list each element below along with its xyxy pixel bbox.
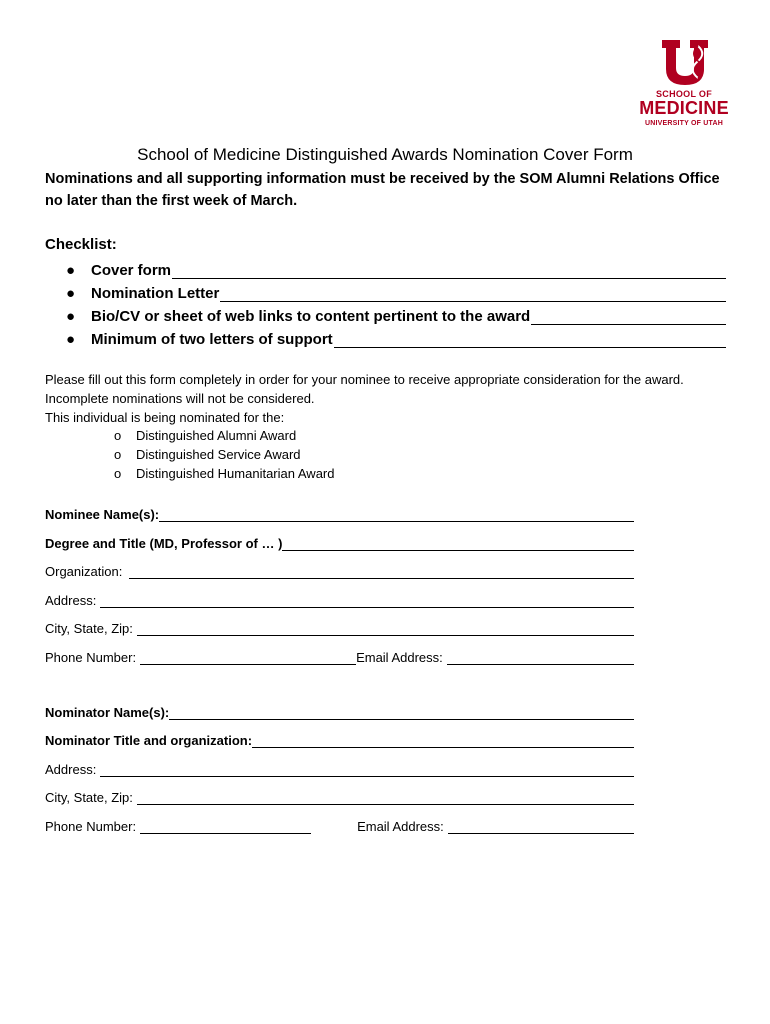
- nominee-organization-field[interactable]: [129, 562, 634, 579]
- page-title: School of Medicine Distinguished Awards Nomination Cover Form: [137, 145, 633, 164]
- nominator-address-field[interactable]: [100, 760, 634, 777]
- nominator-email-label: Email Address:: [357, 819, 444, 834]
- award-option-label: Distinguished Service Award: [136, 447, 301, 462]
- nominee-degree-row: [45, 531, 634, 551]
- nominee-name-row: [45, 502, 634, 522]
- nominee-address-label: Address:: [45, 593, 97, 608]
- circle-bullet-icon: o: [114, 447, 122, 462]
- nominator-name-label: Nominator Name(s):: [45, 705, 170, 720]
- nominator-title-row: [45, 728, 634, 748]
- nominator-city-row: [45, 785, 634, 805]
- university-u-logo-icon: [660, 40, 710, 86]
- nominator-title-label: Nominator Title and organization:: [45, 733, 253, 748]
- checklist-blank-line[interactable]: [531, 308, 726, 325]
- nominee-city-label: City, State, Zip:: [45, 621, 133, 636]
- nominee-address-field[interactable]: [100, 591, 634, 608]
- nominee-phone-label: Phone Number:: [45, 650, 137, 665]
- nominator-email-field[interactable]: [448, 817, 634, 834]
- logo-university: UNIVERSITY OF UTAH: [644, 120, 723, 127]
- nominee-name-field[interactable]: [159, 505, 634, 522]
- checklist-item-label: Bio/CV or sheet of web links to content pertinent to the award: [91, 308, 531, 325]
- nominator-title-field[interactable]: [252, 731, 634, 748]
- nominator-city-label: City, State, Zip:: [45, 790, 133, 805]
- nominee-email-label: Email Address:: [356, 650, 443, 665]
- award-option-humanitarian[interactable]: [114, 466, 334, 481]
- checklist-item-label: Minimum of two letters of support: [91, 331, 333, 348]
- checklist-item-letters-of-support: [66, 326, 726, 348]
- checklist-item-label: Nomination Letter: [91, 285, 220, 302]
- award-option-label: Distinguished Alumni Award: [136, 428, 297, 443]
- checklist-item-bio-cv: [66, 303, 726, 325]
- checklist-blank-line[interactable]: [220, 285, 726, 302]
- nominator-address-row: [45, 757, 634, 777]
- bullet-icon: ●: [66, 308, 76, 325]
- nominee-email-field[interactable]: [447, 648, 634, 665]
- nominator-name-field[interactable]: [169, 703, 634, 720]
- nominator-address-label: Address:: [45, 762, 97, 777]
- award-option-service[interactable]: [114, 447, 301, 462]
- circle-bullet-icon: o: [114, 466, 122, 481]
- nominee-name-label: Nominee Name(s):: [45, 507, 160, 522]
- checklist-item-nomination-letter: [66, 280, 726, 302]
- nominee-phone-field[interactable]: [140, 648, 356, 665]
- nominee-organization-label: Organization:: [45, 564, 123, 579]
- circle-bullet-icon: o: [114, 428, 122, 443]
- nominee-city-row: [45, 616, 634, 636]
- nominee-degree-field[interactable]: [282, 534, 634, 551]
- school-logo: [638, 40, 730, 130]
- checklist-blank-line[interactable]: [172, 262, 726, 279]
- bullet-icon: ●: [66, 285, 76, 302]
- intro-text: Nominations and all supporting information must be received by the SOM Alumni Relations Office no later than the first week of March.: [45, 171, 720, 209]
- nominee-organization-row: [45, 559, 634, 579]
- nominee-address-row: [45, 588, 634, 608]
- checklist-item-label: Cover form: [91, 262, 172, 279]
- award-option-alumni[interactable]: [114, 428, 296, 443]
- nominator-city-field[interactable]: [137, 788, 634, 805]
- logo-medicine: MEDICINE: [639, 98, 729, 118]
- nominator-contact-row: [45, 814, 634, 834]
- checklist-blank-line[interactable]: [334, 331, 726, 348]
- award-option-label: Distinguished Humanitarian Award: [136, 466, 335, 481]
- nominator-phone-label: Phone Number:: [45, 819, 137, 834]
- nominated-for-text: This individual is being nominated for the:: [45, 410, 285, 425]
- bullet-icon: ●: [66, 331, 76, 348]
- logo-school-of: SCHOOL OF: [655, 89, 713, 99]
- nominee-contact-row: [45, 645, 634, 665]
- instructions-paragraph: Please fill out this form completely in order for your nominee to receive appropriate consideration for the award. Incomplete nominations will not be considered.: [45, 372, 684, 406]
- nominator-name-row: [45, 700, 634, 720]
- checklist-heading: Checklist:: [45, 236, 117, 253]
- nominee-city-field[interactable]: [137, 619, 634, 636]
- nominator-phone-field[interactable]: [140, 817, 311, 834]
- bullet-icon: ●: [66, 262, 76, 279]
- nominee-degree-label: Degree and Title (MD, Professor of … ): [45, 536, 283, 551]
- checklist-item-cover-form: [66, 257, 726, 279]
